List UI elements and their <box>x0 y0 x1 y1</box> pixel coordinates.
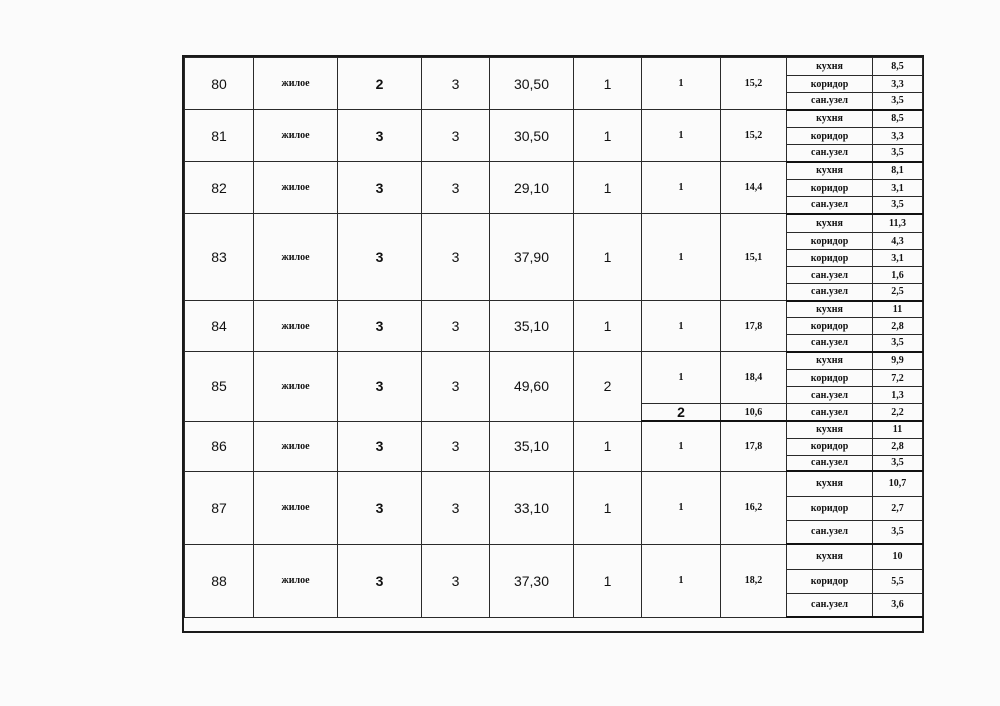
aux-room-area: 2,8 <box>873 318 923 335</box>
total-area-cell: 37,90 <box>490 214 574 301</box>
table-row <box>185 471 923 496</box>
aux-room-area: 4,3 <box>873 233 923 250</box>
aux-room-name: кухня <box>787 471 873 496</box>
rooms-total-cell: 1 <box>574 301 642 352</box>
premises-type: жилое <box>254 352 338 422</box>
room-number-cell: 1 <box>642 214 721 301</box>
room-area-cell: 16,2 <box>721 471 787 544</box>
aux-room-name: коридор <box>787 438 873 455</box>
total-area-cell: 33,10 <box>490 471 574 544</box>
apartment-number: 81 <box>185 110 254 162</box>
aux-room-name: коридор <box>787 180 873 197</box>
floor-cell: 2 <box>338 58 422 110</box>
total-area-cell: 29,10 <box>490 162 574 214</box>
rooms-total-cell: 1 <box>574 471 642 544</box>
apartment-number: 83 <box>185 214 254 301</box>
apartment-number: 86 <box>185 421 254 471</box>
aux-room-area: 2,2 <box>873 404 923 422</box>
floor-cell: 3 <box>338 214 422 301</box>
premises-type: жилое <box>254 544 338 617</box>
room-number-cell: 1 <box>642 352 721 404</box>
floors-count-cell: 3 <box>422 544 490 617</box>
floor-cell: 3 <box>338 471 422 544</box>
aux-room-area: 11 <box>873 301 923 318</box>
premises-type: жилое <box>254 110 338 162</box>
aux-room-name: сан.узел <box>787 335 873 352</box>
aux-room-area: 3,6 <box>873 593 923 617</box>
aux-room-name: сан.узел <box>787 93 873 110</box>
aux-room-name: коридор <box>787 76 873 93</box>
aux-room-area: 8,5 <box>873 58 923 76</box>
aux-room-name: коридор <box>787 496 873 520</box>
apartment-number: 85 <box>185 352 254 422</box>
rooms-total-cell: 1 <box>574 421 642 471</box>
aux-room-area: 3,5 <box>873 93 923 110</box>
floor-cell: 3 <box>338 421 422 471</box>
aux-room-name: кухня <box>787 421 873 438</box>
apartment-table-sheet <box>182 55 924 633</box>
apartment-number: 84 <box>185 301 254 352</box>
premises-type: жилое <box>254 421 338 471</box>
floors-count-cell: 3 <box>422 110 490 162</box>
table-row <box>185 58 923 76</box>
total-area-cell: 30,50 <box>490 58 574 110</box>
floors-count-cell: 3 <box>422 421 490 471</box>
floors-count-cell: 3 <box>422 471 490 544</box>
aux-room-area: 11 <box>873 421 923 438</box>
premises-type: жилое <box>254 301 338 352</box>
aux-room-name: кухня <box>787 544 873 569</box>
room-area-cell: 17,8 <box>721 421 787 471</box>
room-area-cell: 14,4 <box>721 162 787 214</box>
table-row <box>185 544 923 569</box>
aux-room-name: кухня <box>787 301 873 318</box>
floors-count-cell: 3 <box>422 352 490 422</box>
table-row <box>185 214 923 233</box>
aux-room-area: 1,6 <box>873 267 923 284</box>
room-area-cell: 10,6 <box>721 404 787 422</box>
rooms-total-cell: 1 <box>574 162 642 214</box>
rooms-total-cell: 1 <box>574 544 642 617</box>
aux-room-area: 8,5 <box>873 110 923 128</box>
aux-room-name: кухня <box>787 58 873 76</box>
floors-count-cell: 3 <box>422 58 490 110</box>
aux-room-name: коридор <box>787 370 873 387</box>
room-number-cell: 1 <box>642 544 721 617</box>
rooms-total-cell: 1 <box>574 110 642 162</box>
floor-cell: 3 <box>338 110 422 162</box>
aux-room-name: сан.узел <box>787 197 873 214</box>
total-area-cell: 37,30 <box>490 544 574 617</box>
aux-room-area: 5,5 <box>873 569 923 593</box>
aux-room-area: 3,1 <box>873 180 923 197</box>
aux-room-name: кухня <box>787 214 873 233</box>
table-row <box>185 162 923 180</box>
apartment-number: 80 <box>185 58 254 110</box>
floors-count-cell: 3 <box>422 162 490 214</box>
aux-room-area: 9,9 <box>873 352 923 370</box>
floor-cell: 3 <box>338 301 422 352</box>
premises-type: жилое <box>254 471 338 544</box>
aux-room-name: сан.узел <box>787 455 873 471</box>
room-number-cell: 1 <box>642 162 721 214</box>
apartment-number: 88 <box>185 544 254 617</box>
aux-room-name: сан.узел <box>787 267 873 284</box>
aux-room-name: коридор <box>787 250 873 267</box>
aux-room-area: 3,1 <box>873 250 923 267</box>
aux-room-area: 10 <box>873 544 923 569</box>
aux-room-name: кухня <box>787 110 873 128</box>
room-area-cell: 18,4 <box>721 352 787 404</box>
aux-room-name: сан.узел <box>787 284 873 301</box>
premises-type: жилое <box>254 58 338 110</box>
floors-count-cell: 3 <box>422 301 490 352</box>
aux-room-area: 3,5 <box>873 145 923 162</box>
aux-room-area: 2,7 <box>873 496 923 520</box>
total-area-cell: 49,60 <box>490 352 574 422</box>
aux-room-name: кухня <box>787 162 873 180</box>
room-number-cell: 2 <box>642 404 721 422</box>
aux-room-area: 3,5 <box>873 520 923 544</box>
aux-room-area: 3,5 <box>873 455 923 471</box>
table-row <box>185 301 923 318</box>
rooms-total-cell: 1 <box>574 214 642 301</box>
floor-cell: 3 <box>338 544 422 617</box>
room-number-cell: 1 <box>642 58 721 110</box>
apartment-number: 87 <box>185 471 254 544</box>
apartment-table <box>184 57 923 618</box>
room-number-cell: 1 <box>642 471 721 544</box>
aux-room-name: коридор <box>787 233 873 250</box>
aux-room-area: 3,3 <box>873 76 923 93</box>
table-row <box>185 110 923 128</box>
aux-room-area: 3,3 <box>873 128 923 145</box>
aux-room-name: сан.узел <box>787 520 873 544</box>
table-row <box>185 352 923 370</box>
aux-room-area: 7,2 <box>873 370 923 387</box>
aux-room-area: 3,5 <box>873 335 923 352</box>
aux-room-name: кухня <box>787 352 873 370</box>
rooms-total-cell: 1 <box>574 58 642 110</box>
rooms-total-cell: 2 <box>574 352 642 422</box>
floors-count-cell: 3 <box>422 214 490 301</box>
total-area-cell: 35,10 <box>490 301 574 352</box>
aux-room-name: коридор <box>787 128 873 145</box>
aux-room-area: 1,3 <box>873 387 923 404</box>
room-area-cell: 18,2 <box>721 544 787 617</box>
aux-room-area: 11,3 <box>873 214 923 233</box>
room-number-cell: 1 <box>642 110 721 162</box>
aux-room-area: 10,7 <box>873 471 923 496</box>
floor-cell: 3 <box>338 352 422 422</box>
aux-room-area: 2,5 <box>873 284 923 301</box>
aux-room-name: сан.узел <box>787 145 873 162</box>
room-area-cell: 15,1 <box>721 214 787 301</box>
aux-room-name: сан.узел <box>787 593 873 617</box>
room-area-cell: 15,2 <box>721 58 787 110</box>
floor-cell: 3 <box>338 162 422 214</box>
premises-type: жилое <box>254 214 338 301</box>
room-area-cell: 17,8 <box>721 301 787 352</box>
apartment-number: 82 <box>185 162 254 214</box>
aux-room-name: сан.узел <box>787 387 873 404</box>
aux-room-area: 3,5 <box>873 197 923 214</box>
aux-room-area: 2,8 <box>873 438 923 455</box>
premises-type: жилое <box>254 162 338 214</box>
room-number-cell: 1 <box>642 301 721 352</box>
aux-room-name: коридор <box>787 569 873 593</box>
room-number-cell: 1 <box>642 421 721 471</box>
total-area-cell: 35,10 <box>490 421 574 471</box>
aux-room-area: 8,1 <box>873 162 923 180</box>
table-row <box>185 421 923 438</box>
aux-room-name: коридор <box>787 318 873 335</box>
room-area-cell: 15,2 <box>721 110 787 162</box>
total-area-cell: 30,50 <box>490 110 574 162</box>
aux-room-name: сан.узел <box>787 404 873 422</box>
